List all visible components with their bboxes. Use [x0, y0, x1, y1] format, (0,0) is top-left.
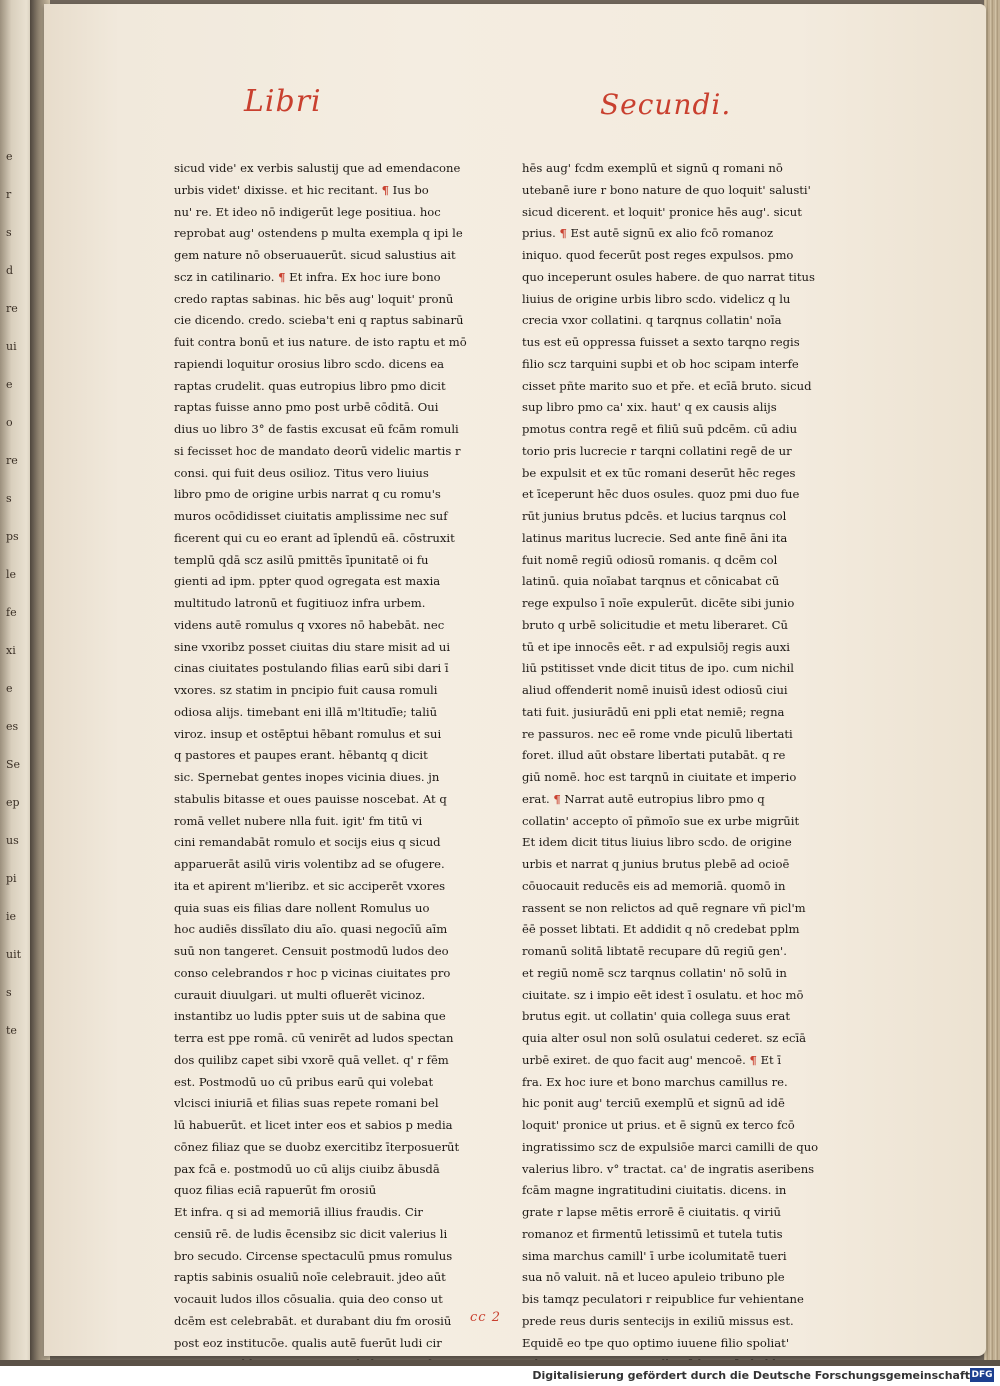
facing-page-letters: r: [6, 188, 12, 201]
text-line: rege expulso ī noīe expulerūt. dicēte sibi junio: [522, 596, 795, 610]
text-line: dos quilibz capet sibi vxorē quā vellet. q' r fēm: [174, 1052, 449, 1067]
text-line: nu' re. Et ideo nō indigerūt lege positiua. hoc: [174, 204, 441, 219]
text-line: sicud vide' ex verbis salustij que ad emendacone: [174, 161, 461, 175]
text-line: Equidē eo tpe quo optimo iuuene filio spoliat': [522, 1335, 790, 1350]
text-line: cie dicendo. credo. scieba't eni q raptus sabinarū: [174, 313, 464, 328]
text-line: post eoz institucōe. qualis autē fuerūt ludi cir: [174, 1335, 442, 1350]
facing-page-letters: us: [6, 834, 19, 847]
text-line: libro pmo de origine urbis narrat q cu romu's: [174, 487, 441, 502]
text-line: romā vellet nubere nlla fuit. igit' fm titū vi: [174, 813, 423, 828]
text-line: sic. Spernebat gentes inopes vicinia diues. jn: [174, 770, 440, 784]
text-line: grate r lapse mētis errorē ē ciuitatis. q viriū: [522, 1205, 781, 1219]
text-line: templū qdā scz asilū pmittēs īpunitatē oi fu: [174, 552, 429, 567]
text-line: cōnez filiaz que se duobz exercitibz īterposuerūt: [174, 1139, 460, 1154]
text-line: dcēm est celebrabāt. et durabant diu fm orosiū: [174, 1313, 452, 1328]
text-line: dius uo libro 3° de fastis excusat eū fcām romuli: [174, 422, 459, 436]
text-line: gem nature nō obseruauerūt. sicud salustius ait: [174, 248, 456, 262]
text-line: ēē posset libtati. Et addidit q nō credebat pplm: [522, 922, 800, 937]
text-line: romanoz et firmentū letissimū et tutela tutis: [522, 1226, 783, 1241]
text-line: urbis et narrat q junius brutus plebē ad ocioē: [522, 857, 790, 871]
text-line: collatin' accepto oī pñmoīo sue ex urbe migrūit: [522, 813, 800, 828]
text-line: hēs aug' fcdm exemplū et signū q romani nō: [522, 161, 783, 175]
text-line: instantibz uo ludis ppter suis ut de sabina que: [174, 1009, 446, 1024]
text-line: bis tamqz peculatori r reipublice fur vehientane: [522, 1292, 804, 1306]
text-line: videns autē romulus q vxores nō habebāt. nec: [174, 617, 445, 632]
text-line: est. Postmodū uo cū pribus earū qui volebat: [174, 1074, 434, 1089]
text-line: filio scz tarquini supbi et ob hoc scipam interfe: [522, 356, 799, 371]
text-line: et īceperunt hēc duos osules. quoz pmi duo fue: [522, 487, 800, 502]
text-line: q pastores et paupes erant. hēbantq q dicit: [174, 748, 428, 763]
facing-page-letters: e: [6, 150, 13, 163]
facing-page-letters: ui: [6, 340, 17, 353]
facing-page-letters: re: [6, 302, 18, 315]
text-line: Et infra. q si ad memoriā illius fraudis. Cir: [174, 1205, 423, 1219]
facing-page-letters: re: [6, 454, 18, 467]
text-line: latinus maritus lucrecie. Sed ante finē āni ita: [522, 530, 788, 545]
running-head-right: Secundi.: [600, 88, 732, 121]
text-line: curauit diuulgari. ut multi ofluerēt vicinoz.: [174, 987, 426, 1002]
text-line: tū et ipe innocēs eēt. r ad expulsiōj regis auxi: [522, 639, 791, 654]
text-line: bruto q urbē solicitudie et metu liberaret. Cū: [522, 617, 788, 632]
text-line: muros ocōdidisset ciuitatis amplissime nec suf: [174, 509, 448, 523]
text-line: tati fuit. jusiurādū eni ppli etat nemiē; regna: [522, 704, 785, 719]
facing-page-letters: d: [6, 264, 14, 277]
manuscript-page: [44, 4, 986, 1356]
text-line: urbis videt' dixisse. et hic recitant. ¶ Ius bo: [174, 182, 429, 197]
facing-page-letters: e: [6, 682, 13, 695]
text-line: rapiendi loquitur orosius libro scdo. dicens ea: [174, 356, 445, 371]
text-line: raptas fuisse anno pmo post urbē cōditā. Oui: [174, 400, 439, 415]
text-line: quia suas eis filias dare nollent Romulus uo: [174, 900, 430, 915]
text-line: prius. ¶ Est autē signū ex alio fcō romanoz: [522, 226, 774, 241]
text-line: viroz. insup et ostēptui hēbant romulus et sui: [174, 726, 442, 741]
text-line: foret. illud aūt obstare libertati putabāt. q re: [522, 748, 786, 763]
facing-page-letters: fe: [6, 606, 17, 619]
text-line: be expulsit et ex tūc romani deserūt hēc reges: [522, 465, 796, 480]
facing-page-letters: xi: [6, 644, 16, 657]
facing-page-letters: s: [6, 986, 12, 999]
text-line: raptas crudelit. quas eutropius libro pmo dicit: [174, 378, 446, 393]
text-line: romanū solitā libtatē recupare dū regiū gen'.: [522, 944, 787, 958]
text-line: liuius de origine urbis libro scdo. videlicz q lu: [522, 291, 791, 306]
text-line: rūt junius brutus pdcēs. et lucius tarqnus col: [522, 509, 787, 523]
text-line: prede reus duris sentecijs in exiliū missus est.: [522, 1313, 794, 1328]
text-line: gienti ad ipm. ppter quod ogregata est maxia: [174, 574, 441, 589]
page-block-edge: [984, 0, 1000, 1360]
facing-page-letters: uit: [6, 948, 22, 961]
running-head-left: Libri: [244, 84, 322, 119]
text-line: latinū. quia noīabat tarqnus et cōnicabat cū: [522, 574, 780, 589]
text-line: cinas ciuitates postulando filias earū sibi dari ī: [174, 661, 449, 676]
text-line: sine vxoribz posset ciuitas diu stare misit ad ui: [174, 639, 451, 654]
text-line: valerius libro. v° tractat. ca' de ingratis aseribens: [522, 1161, 815, 1176]
text-line: rassent se non relictos ad quē regnare vñ picl'm: [522, 900, 806, 915]
text-line: loquit' pronice ut prius. et ē signū ex terco fcō: [522, 1118, 795, 1132]
text-line: quia alter osul non solū osulatui cederet. sz ecīā: [522, 1031, 807, 1045]
facing-page-letters: pi: [6, 872, 17, 885]
text-line: fuit contra bonū et ius nature. de isto raptu et mō: [174, 335, 467, 349]
funding-credit: Digitalisierung gefördert durch die Deutsche Forschungsgemeinschaft: [532, 1369, 970, 1382]
text-line: terra est ppe romā. cū venirēt ad ludos spectan: [174, 1031, 454, 1045]
text-line: hic ponit aug' terciū exemplū et signū ad idē: [522, 1096, 785, 1111]
text-line: utebanē iure r bono nature de quo loquit' salusti': [522, 182, 811, 197]
text-line: tus est eū oppressa fuisset a sexto tarqno regis: [522, 335, 800, 349]
facing-page-letters: Se: [6, 758, 21, 771]
text-line: cisset pñte marito suo et pře. et ecīā bruto. sicud: [522, 378, 812, 393]
text-line: cōuocauit reducēs eis ad memoriā. quomō in: [522, 878, 786, 893]
facing-page-letters: ps: [6, 530, 19, 543]
facing-page-letters: s: [6, 226, 12, 239]
text-line: credo raptas sabinas. hic bēs aug' loquit' pronū: [174, 291, 454, 306]
text-line: liū pstitisset vnde dicit titus de ipo. cum nichil: [522, 661, 795, 676]
text-line: sicud dicerent. et loquit' pronice hēs aug'. sicut: [522, 204, 802, 219]
text-line: multitudo latronū et fugitiuoz infra urbem.: [174, 596, 426, 610]
text-line: si fecisset hoc de mandato deorū videlic martis r: [174, 443, 461, 458]
text-line: urbē exiret. de quo facit aug' mencoē. ¶ Et ī: [522, 1052, 782, 1067]
text-line: giū nomē. hoc est tarqnū in ciuitate et imperio: [522, 770, 797, 784]
text-line: vocauit ludos illos cōsualia. quia deo conso ut: [174, 1292, 443, 1306]
facing-page-letters: s: [6, 492, 12, 505]
text-line: bro secudo. Circense spectaculū pmus romulus: [174, 1248, 453, 1263]
signature-mark: cc 2: [470, 1310, 501, 1325]
text-line: ciuitate. sz i impio eēt idest ī osulatu. et hoc mō: [522, 987, 804, 1002]
text-line: lū habuerūt. et licet inter eos et sabios p media: [174, 1118, 453, 1132]
text-line: conso celebrandos r hoc p vicinas ciuitates pro: [174, 965, 451, 980]
text-line: pmotus contra regē et filiū suū pdcēm. cū adiu: [522, 422, 798, 436]
text-line: reprobat aug' ostendens p multa exempla q ipi le: [174, 226, 463, 241]
text-line: sup libro pmo ca' xix. haut' q ex causis alijs: [522, 400, 777, 415]
facing-page-letters: le: [6, 568, 17, 581]
text-line: suū non tangeret. Censuit postmodū ludos deo: [174, 944, 449, 958]
text-line: fcām magne ingratitudini ciuitatis. dicens. in: [522, 1183, 787, 1198]
text-line: stabulis bitasse et oues pauisse noscebat. At q: [174, 791, 447, 806]
text-line: brutus egit. ut collatin' quia collega suus erat: [522, 1009, 790, 1024]
text-line: vxores. sz statim in pncipio fuit causa romuli: [174, 683, 438, 697]
facing-page-letters: es: [6, 720, 19, 733]
facing-page-letters: te: [6, 1024, 17, 1037]
text-line: quoz filias eciā rapuerūt fm orosiū: [174, 1183, 377, 1198]
text-line: cini remandabāt romulo et socijs eius q sicud: [174, 835, 441, 850]
text-line: Et idem dicit titus liuius libro scdo. de origine: [522, 835, 792, 850]
text-line: erat. ¶ Narrat autē eutropius libro pmo q: [522, 791, 765, 806]
text-line: fuit nomē regiū odiosū romanis. q dcēm col: [522, 552, 778, 567]
text-line: hoc audiēs dissīlato diu aīo. quasi negocīū aīm: [174, 922, 448, 937]
text-line: consi. qui fuit deus osilioz. Titus vero liuius: [174, 465, 429, 480]
text-column-left: [174, 158, 494, 1386]
text-line: iniquo. quod fecerūt post reges expulsos. pmo: [522, 248, 794, 262]
text-line: censiū rē. de ludis ēcensibz sic dicit valerius li: [174, 1226, 448, 1241]
text-line: fra. Ex hoc iure et bono marchus camillus re.: [522, 1074, 788, 1089]
text-line: aliud offenderit nomē inuisū idest odiosū ciui: [522, 683, 788, 697]
text-line: scz in catilinario. ¶ Et infra. Ex hoc iure bono: [174, 269, 441, 284]
facing-page-letters: ep: [6, 796, 20, 809]
facing-page-letters: e: [6, 378, 13, 391]
facing-page-letters: o: [6, 416, 13, 429]
text-line: vlcisci iniuriā et filias suas repete romani bel: [174, 1096, 439, 1111]
text-line: et regiū nomē scz tarqnus collatin' nō solū in: [522, 965, 787, 980]
text-line: ita et apirent m'lieribz. et sic acciperēt vxores: [174, 878, 446, 893]
text-line: crecia vxor collatini. q tarqnus collatin' noīa: [522, 313, 782, 328]
text-line: torio pris lucrecie r tarqni collatini regē de ur: [522, 443, 792, 458]
text-column-right: [522, 158, 840, 1386]
text-line: raptis sabinis osualiū noīe celebrauit. jdeo aūt: [174, 1270, 446, 1285]
text-line: apparuerāt asilū viris volentibz ad se ofugere.: [174, 857, 445, 871]
text-line: sima marchus camill' ī urbe icolumitatē tueri: [522, 1248, 787, 1263]
text-line: sua nō valuit. nā et luceo apuleio tribuno ple: [522, 1270, 785, 1285]
text-line: pax fcā e. postmodū uo cū alijs ciuibz ābusdā: [174, 1161, 440, 1176]
text-line: quo inceperunt osules habere. de quo narrat titus: [522, 269, 815, 284]
facing-page-letters: ie: [6, 910, 17, 923]
text-line: re passuros. nec eē rome vnde piculū libertati: [522, 726, 793, 741]
text-line: ficerent qui cu eo erant ad īplendū eā. cōstruxit: [174, 530, 455, 545]
text-line: ingratissimo scz de expulsiōe marci camilli de quo: [522, 1139, 819, 1154]
dfg-logo-icon: DFG: [971, 1370, 993, 1380]
text-line: odiosa alijs. timebant eni illā m'ltitudīe; taliū: [174, 704, 438, 719]
